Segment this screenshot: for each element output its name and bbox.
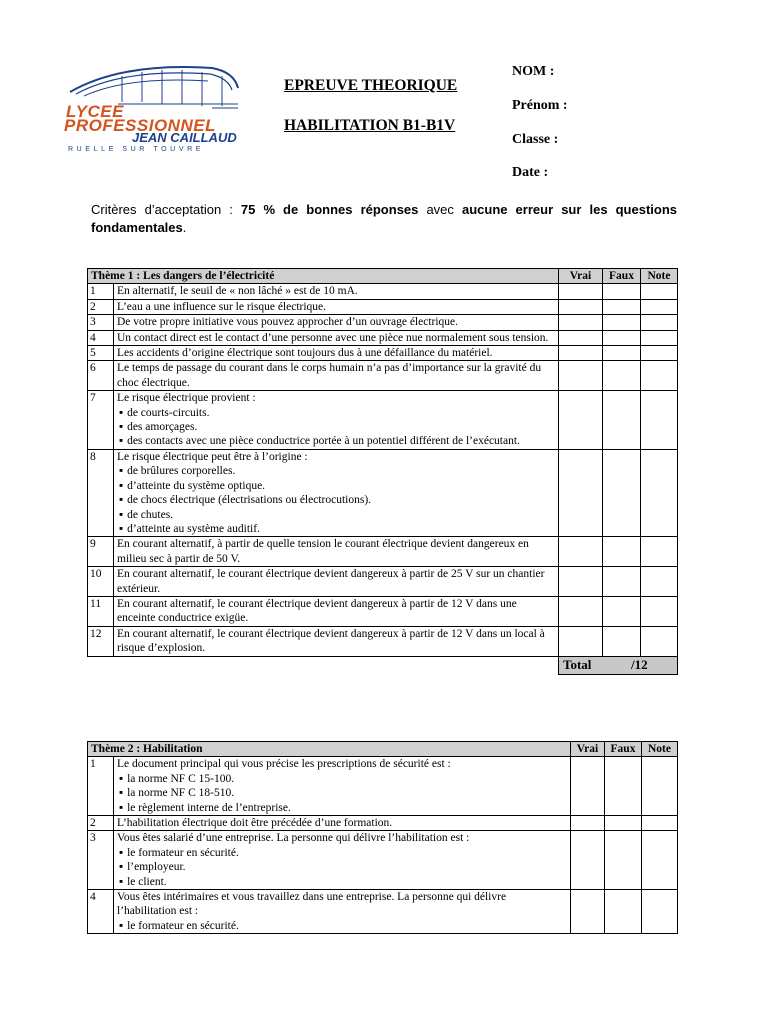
- question-text: En courant alternatif, le courant électrique devient dangereux à partir de 12 V dans un local à risque d’explosion.: [117, 627, 545, 655]
- question-row: [88, 361, 678, 391]
- total-spacer: [88, 656, 559, 674]
- question-row: [88, 816, 678, 831]
- criteria-mid: avec: [418, 202, 462, 217]
- col-faux: Faux: [605, 742, 642, 757]
- question-text: De votre propre initiative vous pouvez approcher d’un ouvrage électrique.: [117, 316, 459, 329]
- question-number: 6: [88, 361, 114, 391]
- question-number: 11: [88, 596, 114, 626]
- answer-box-vrai[interactable]: [559, 567, 603, 597]
- theme1-table: [87, 268, 678, 675]
- answer-option: ▪ la norme NF C 15-100.: [117, 772, 567, 786]
- answer-option: ▪ le client.: [117, 875, 567, 889]
- answer-box-vrai[interactable]: [571, 816, 605, 831]
- question-text: Vous êtes intérimaires et vous travaillez dans une entreprise. La personne qui délivre l’habilitation est :: [117, 891, 507, 918]
- question-cell: [114, 757, 571, 816]
- answer-option: ▪ le formateur en sécurité.: [117, 846, 567, 860]
- answer-box-note[interactable]: [641, 537, 678, 567]
- answer-option: ▪ de chocs électrique (électrisations ou électrocutions).: [117, 493, 555, 507]
- answer-box-vrai[interactable]: [559, 315, 603, 330]
- total-row: [88, 656, 678, 674]
- question-row: [88, 346, 678, 361]
- question-number: 8: [88, 449, 114, 536]
- question-cell: [114, 567, 559, 597]
- answer-box-note[interactable]: [642, 831, 678, 890]
- answer-box-vrai[interactable]: [559, 284, 603, 299]
- question-row: [88, 315, 678, 330]
- answer-option: ▪ de brûlures corporelles.: [117, 464, 555, 478]
- answer-option: ▪ de chutes.: [117, 508, 555, 522]
- school-logo: [62, 62, 242, 157]
- question-text: Le risque électrique peut être à l’origine :: [117, 450, 308, 463]
- question-cell: [114, 537, 559, 567]
- answer-box-note[interactable]: [641, 330, 678, 345]
- answer-box-note[interactable]: [642, 816, 678, 831]
- answer-box-faux[interactable]: [603, 537, 641, 567]
- answer-box-faux[interactable]: [603, 315, 641, 330]
- answer-option: ▪ l’employeur.: [117, 860, 567, 874]
- answer-option: ▪ d’atteinte au système auditif.: [117, 522, 555, 536]
- answer-option: ▪ la norme NF C 18-510.: [117, 786, 567, 800]
- answer-box-note[interactable]: [641, 391, 678, 450]
- answer-box-vrai[interactable]: [559, 361, 603, 391]
- answer-box-vrai[interactable]: [559, 346, 603, 361]
- question-cell: [114, 361, 559, 391]
- answer-box-faux[interactable]: [603, 330, 641, 345]
- criteria-prefix: Critères d’acceptation :: [91, 202, 241, 217]
- answer-box-note[interactable]: [641, 626, 678, 656]
- question-text: L’eau a une influence sur le risque électrique.: [117, 300, 327, 313]
- answer-box-faux[interactable]: [603, 391, 641, 450]
- question-row: [88, 831, 678, 890]
- answer-box-note[interactable]: [642, 890, 678, 934]
- answer-box-faux[interactable]: [603, 361, 641, 391]
- answer-box-vrai[interactable]: [559, 330, 603, 345]
- col-note: Note: [642, 742, 678, 757]
- acceptance-criteria: [91, 201, 677, 237]
- logo-line1: LYCEE: [66, 102, 124, 121]
- question-text: Un contact direct est le contact d’une personne avec une pièce nue normalement sous tension.: [117, 331, 549, 344]
- question-number: 5: [88, 346, 114, 361]
- answer-options: [117, 846, 567, 889]
- answer-box-note[interactable]: [641, 361, 678, 391]
- exam-title: EPREUVE THEORIQUE: [284, 77, 458, 94]
- logo-line2: PROFESSIONNEL: [64, 116, 216, 135]
- question-number: 2: [88, 816, 114, 831]
- question-row: [88, 449, 678, 536]
- question-row: [88, 596, 678, 626]
- field-date: Date :: [512, 165, 549, 180]
- question-cell: [114, 346, 559, 361]
- total-label: Total: [563, 656, 592, 672]
- col-vrai: Vrai: [571, 742, 605, 757]
- question-text: Les accidents d’origine électrique sont toujours dus à une défaillance du matériel.: [117, 347, 493, 360]
- question-text: Le document principal qui vous précise les prescriptions de sécurité est :: [117, 758, 451, 771]
- question-number: 12: [88, 626, 114, 656]
- field-classe: Classe :: [512, 132, 559, 147]
- answer-box-faux[interactable]: [603, 626, 641, 656]
- question-text: Le temps de passage du courant dans le corps humain n’a pas d’importance sur la gravité du choc électrique.: [117, 362, 542, 389]
- answer-box-faux[interactable]: [605, 757, 642, 816]
- answer-option: ▪ d’atteinte du système optique.: [117, 479, 555, 493]
- question-row: [88, 537, 678, 567]
- question-number: 3: [88, 315, 114, 330]
- answer-box-faux[interactable]: [603, 567, 641, 597]
- answer-options: [117, 772, 567, 815]
- answer-box-note[interactable]: [642, 757, 678, 816]
- question-number: 10: [88, 567, 114, 597]
- question-number: 1: [88, 757, 114, 816]
- field-nom: NOM :: [512, 64, 555, 79]
- question-number: 2: [88, 299, 114, 314]
- question-text: Le risque électrique provient :: [117, 392, 256, 405]
- answer-box-note[interactable]: [641, 299, 678, 314]
- answer-option: ▪ le formateur en sécurité.: [117, 919, 567, 933]
- question-number: 7: [88, 391, 114, 450]
- answer-box-note[interactable]: [641, 449, 678, 536]
- col-faux: Faux: [603, 269, 641, 284]
- question-number: 9: [88, 537, 114, 567]
- question-number: 4: [88, 330, 114, 345]
- answer-box-vrai[interactable]: [559, 537, 603, 567]
- answer-box-vrai[interactable]: [559, 596, 603, 626]
- question-text: En courant alternatif, à partir de quelle tension le courant électrique devient dangereux en milieu sec à partir de 50 V.: [117, 538, 529, 565]
- question-text: En alternatif, le seuil de « non lâché » est de 10 mA.: [117, 285, 358, 298]
- question-row: [88, 391, 678, 450]
- question-cell: [114, 315, 559, 330]
- theme2-header-row: [88, 742, 678, 757]
- total-cell: [559, 656, 678, 674]
- answer-box-note[interactable]: [641, 315, 678, 330]
- theme1-title: Thème 1 : Les dangers de l’électricité: [88, 269, 559, 284]
- answer-box-faux[interactable]: [605, 816, 642, 831]
- col-vrai: Vrai: [559, 269, 603, 284]
- answer-box-faux[interactable]: [603, 284, 641, 299]
- question-row: [88, 330, 678, 345]
- answer-box-vrai[interactable]: [571, 757, 605, 816]
- question-cell: [114, 596, 559, 626]
- field-prenom: Prénom :: [512, 98, 568, 113]
- question-text: Vous êtes salarié d’une entreprise. La personne qui délivre l’habilitation est :: [117, 832, 470, 845]
- question-cell: [114, 299, 559, 314]
- answer-box-vrai[interactable]: [559, 626, 603, 656]
- question-cell: [114, 284, 559, 299]
- answer-box-note[interactable]: [641, 567, 678, 597]
- question-row: [88, 890, 678, 934]
- answer-box-faux[interactable]: [605, 831, 642, 890]
- answer-box-faux[interactable]: [603, 346, 641, 361]
- question-row: [88, 626, 678, 656]
- exam-subtitle: HABILITATION B1-B1V: [284, 117, 456, 134]
- col-note: Note: [641, 269, 678, 284]
- answer-box-faux[interactable]: [605, 890, 642, 934]
- question-row: [88, 567, 678, 597]
- answer-box-vrai[interactable]: [559, 391, 603, 450]
- answer-options: [117, 406, 555, 449]
- theme2-title: Thème 2 : Habilitation: [88, 742, 571, 757]
- answer-box-faux[interactable]: [603, 449, 641, 536]
- answer-option: ▪ des contacts avec une pièce conductrice portée à un potentiel différent de l’exécutant.: [117, 434, 555, 448]
- theme1-header-row: [88, 269, 678, 284]
- answer-box-faux[interactable]: [603, 299, 641, 314]
- criteria-suffix: .: [182, 220, 187, 235]
- criteria-score: 75 % de bonnes réponses: [240, 202, 419, 217]
- question-text: En courant alternatif, le courant électrique devient dangereux à partir de 12 V dans une enceinte conductrice exigüe.: [117, 597, 517, 625]
- question-number: 3: [88, 831, 114, 890]
- question-cell: [114, 831, 571, 890]
- question-cell: [114, 449, 559, 536]
- criteria-condition: aucune erreur sur les questions fondamentales: [91, 202, 678, 235]
- question-number: 1: [88, 284, 114, 299]
- question-text: L’habilitation électrique doit être précédée d’une formation.: [117, 817, 393, 830]
- answer-box-vrai[interactable]: [571, 890, 605, 934]
- question-cell: [114, 330, 559, 345]
- question-row: [88, 757, 678, 816]
- question-cell: [114, 626, 559, 656]
- answer-box-vrai[interactable]: [571, 831, 605, 890]
- answer-box-faux[interactable]: [603, 596, 641, 626]
- logo-line3: JEAN CAILLAUD: [132, 130, 237, 145]
- question-row: [88, 299, 678, 314]
- question-cell: [114, 391, 559, 450]
- answer-option: ▪ le règlement interne de l’entreprise.: [117, 801, 567, 815]
- answer-options: [117, 919, 567, 933]
- theme2-table: [87, 741, 678, 934]
- answer-options: [117, 464, 555, 536]
- total-value: /12: [631, 656, 648, 672]
- answer-option: ▪ de courts-circuits.: [117, 406, 555, 420]
- logo-line4: RUELLE SUR TOUVRE: [68, 146, 205, 153]
- question-number: 4: [88, 890, 114, 934]
- question-row: [88, 284, 678, 299]
- answer-box-vrai[interactable]: [559, 449, 603, 536]
- question-cell: [114, 816, 571, 831]
- answer-box-note[interactable]: [641, 596, 678, 626]
- answer-box-note[interactable]: [641, 346, 678, 361]
- answer-box-vrai[interactable]: [559, 299, 603, 314]
- answer-box-note[interactable]: [641, 284, 678, 299]
- question-text: En courant alternatif, le courant électrique devient dangereux à partir de 25 V sur un chantier extérieur.: [117, 568, 545, 595]
- question-cell: [114, 890, 571, 934]
- answer-option: ▪ des amorçages.: [117, 420, 555, 434]
